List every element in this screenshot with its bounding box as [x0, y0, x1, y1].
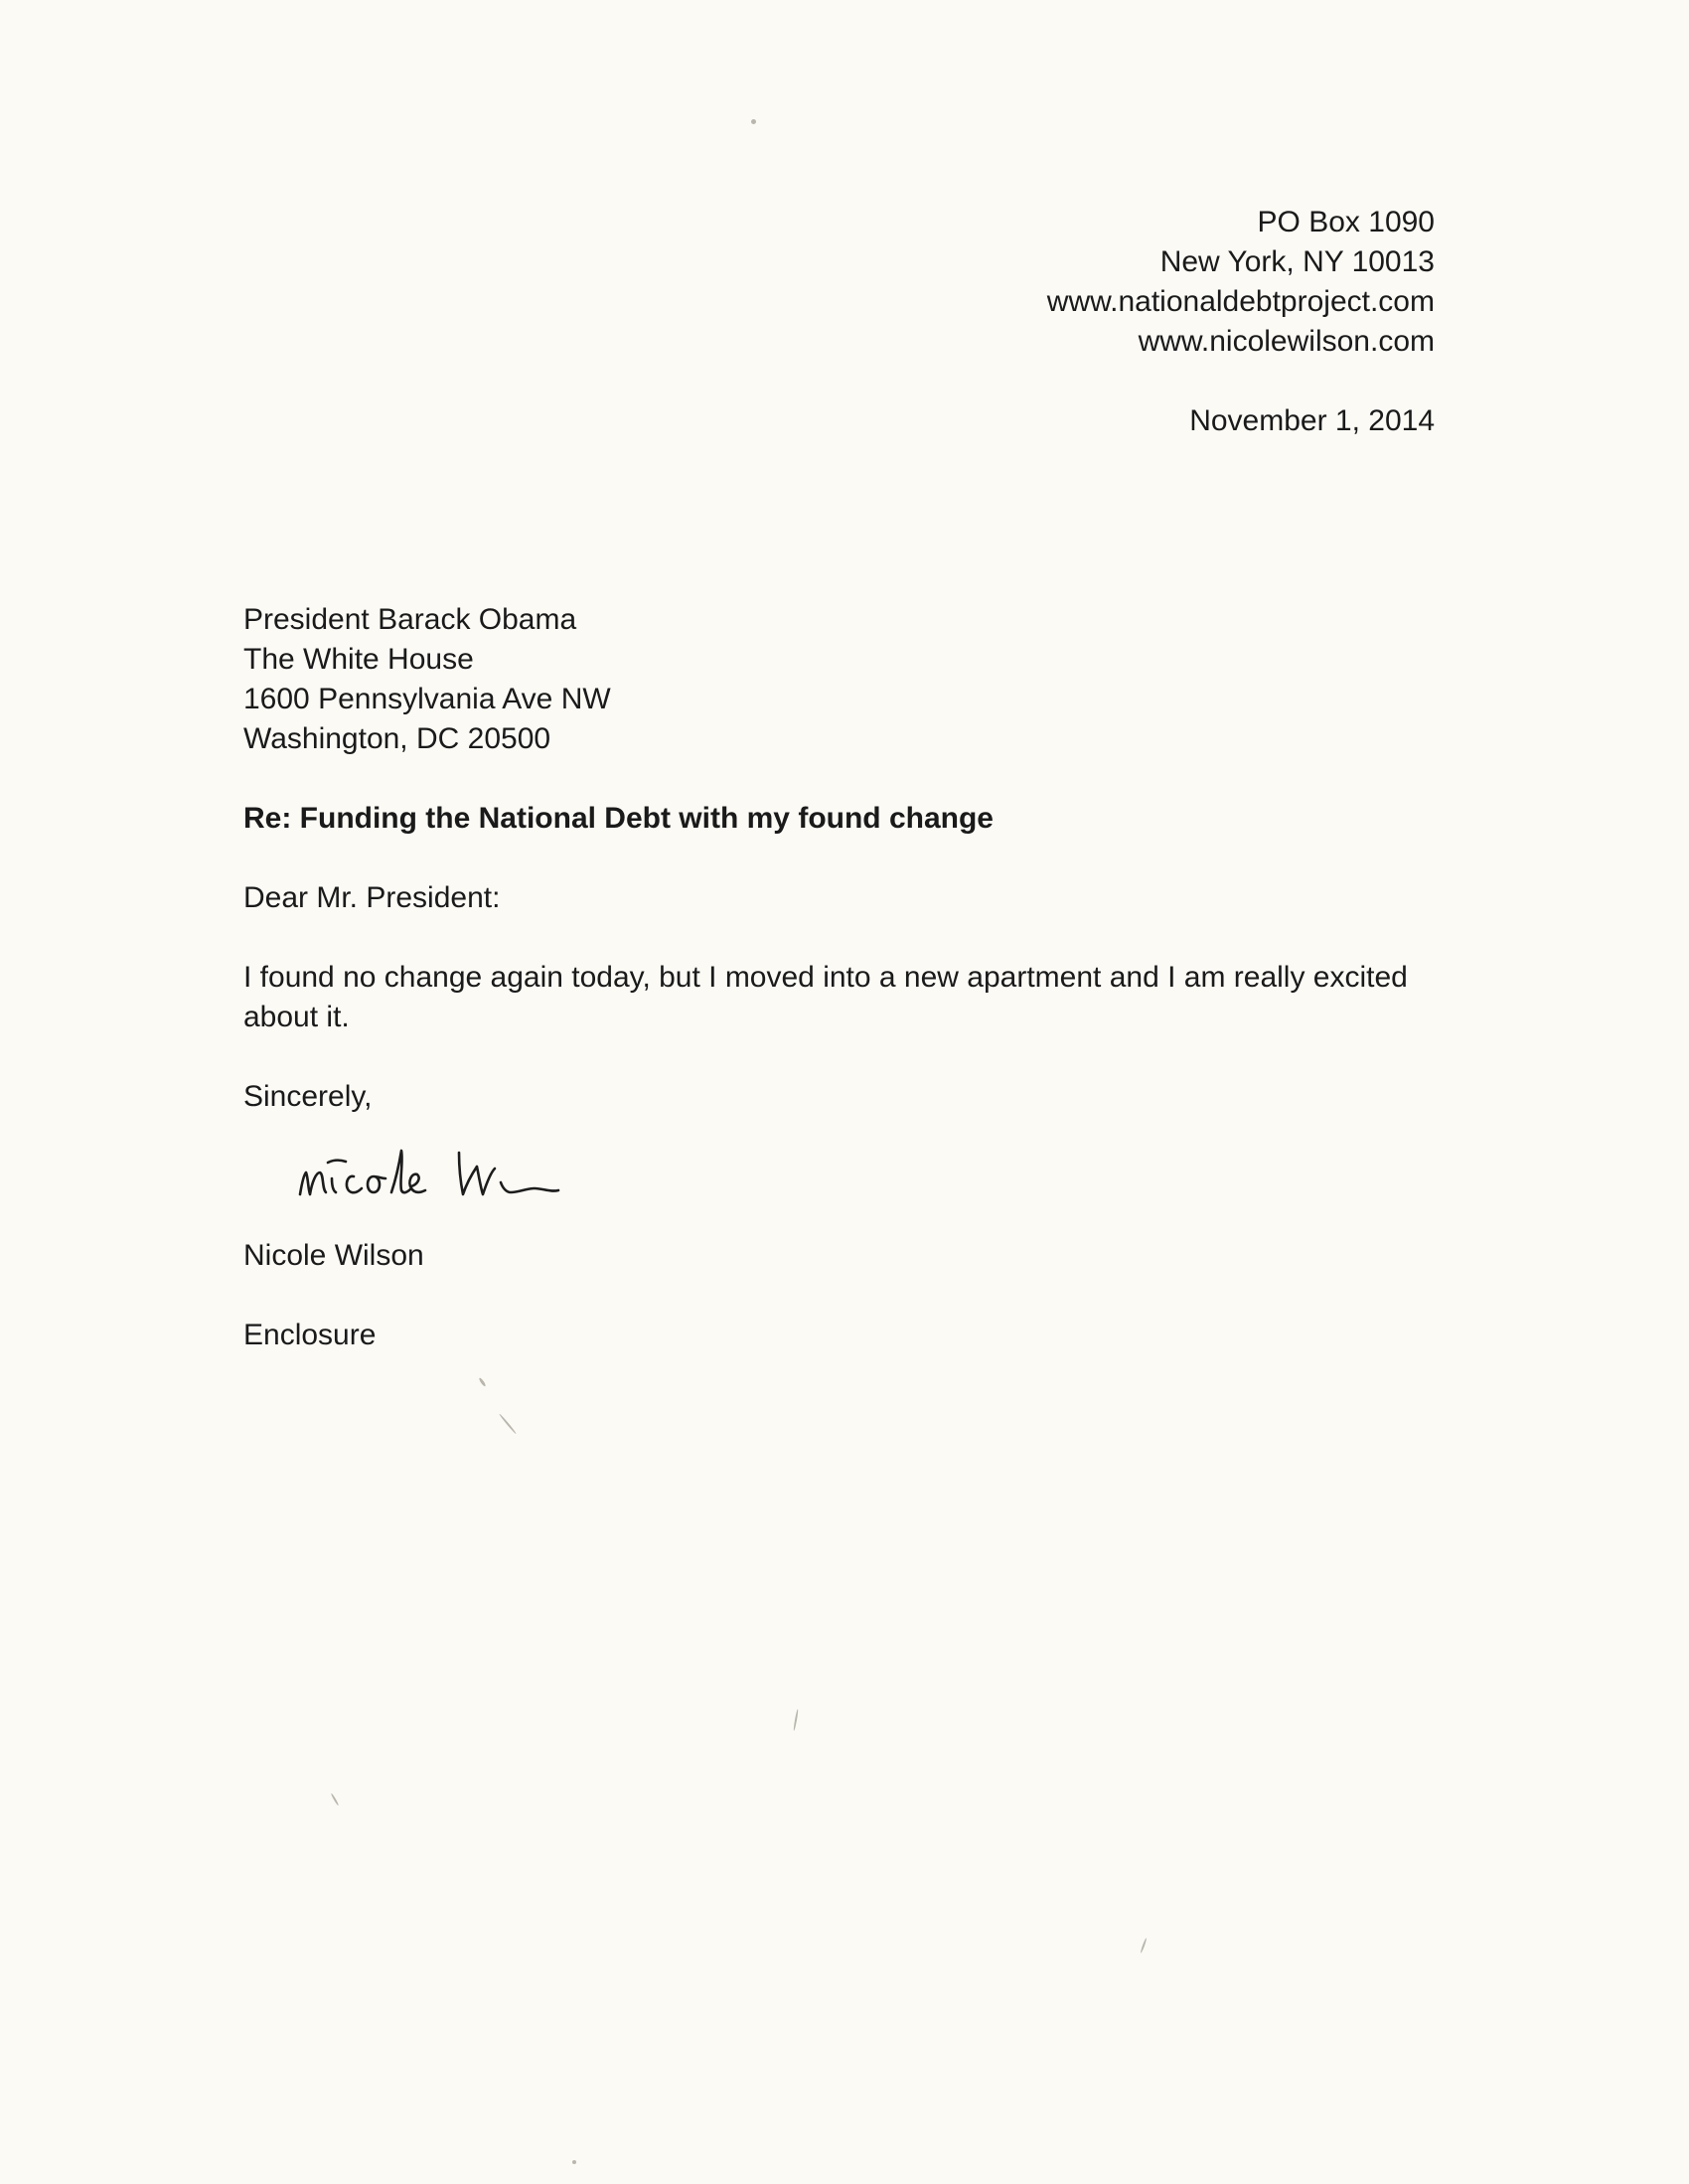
body-paragraph: I found no change again today, but I moved into a new apartment and I am really excited about it.: [243, 961, 1408, 1033]
paper-speck: [572, 2160, 576, 2164]
enclosure-note: Enclosure: [243, 1319, 377, 1351]
salutation: Dear Mr. President:: [243, 881, 501, 914]
paper-speck: [331, 1793, 340, 1805]
handwritten-signature: [288, 1133, 646, 1222]
paper-speck: [1140, 1938, 1147, 1953]
letter-body: [243, 958, 1436, 1037]
sender-website: www.nationaldebtproject.com: [1046, 285, 1435, 318]
letter-date: November 1, 2014: [1189, 404, 1435, 437]
paper-speck: [793, 1709, 799, 1731]
paper-speck: [751, 119, 756, 124]
recipient-line: The White House: [243, 643, 474, 676]
sender-website: www.nicolewilson.com: [1138, 325, 1435, 358]
sender-address-line: New York, NY 10013: [1159, 245, 1435, 278]
closing: Sincerely,: [243, 1080, 373, 1113]
paper-speck: [478, 1377, 486, 1387]
subject-line: Re: Funding the National Debt with my found change: [243, 802, 994, 835]
recipient-line: Washington, DC 20500: [243, 722, 551, 755]
paper-speck: [499, 1413, 517, 1434]
recipient-address: [243, 600, 611, 759]
signer-name: Nicole Wilson: [243, 1239, 424, 1272]
recipient-line: President Barack Obama: [243, 603, 577, 636]
sender-address-line: PO Box 1090: [1257, 206, 1435, 238]
recipient-line: 1600 Pennsylvania Ave NW: [243, 683, 611, 715]
sender-address: [1047, 203, 1435, 362]
